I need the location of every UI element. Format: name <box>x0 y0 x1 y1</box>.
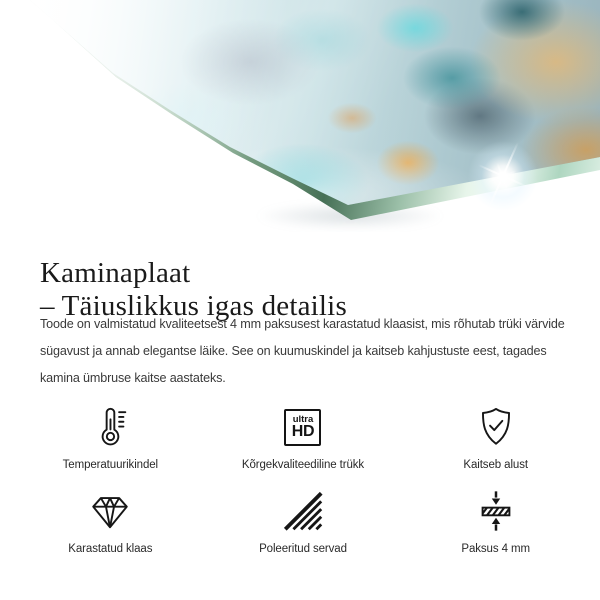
description-line: kamina ümbruse kaitse aastateks. <box>40 371 226 385</box>
feature-temperature-resistant <box>14 403 207 471</box>
description-line: Toode on valmistatud kvaliteetsest 4 mm paksusest karastatud klaasist, mis rõhutab trüki värvide <box>40 317 565 331</box>
polished-edges-icon <box>279 487 327 535</box>
diamond-icon <box>86 487 134 535</box>
page-title-line1: Kaminaplaat <box>40 257 191 290</box>
feature-label: Paksus 4 mm <box>461 543 530 555</box>
feature-tempered-glass <box>14 487 207 555</box>
page-title-line2: – Täiuslikkus igas detailis <box>40 290 347 323</box>
ultra-hd-icon <box>279 403 327 451</box>
feature-grid <box>14 403 592 555</box>
feature-ultra-hd-print <box>207 403 400 471</box>
feature-protects-base <box>399 403 592 471</box>
description-line: sügavust ja annab elegantse läike. See on kuumuskindel ja kaitseb kahjustuste eest, tagades <box>40 344 547 358</box>
feature-label: Poleeritud servad <box>259 543 347 555</box>
feature-label: Temperatuurikindel <box>62 459 159 471</box>
uhd-badge-top: ultra <box>292 413 314 425</box>
feature-polished-edges <box>207 487 400 555</box>
uhd-badge-bottom: HD <box>291 423 315 441</box>
product-description <box>40 311 565 392</box>
feature-label: Kõrgekvaliteediline trükk <box>241 459 365 471</box>
feature-thickness-4mm <box>399 487 592 555</box>
feature-label: Kaitseb alust <box>463 459 528 471</box>
product-image <box>0 0 600 232</box>
thermometer-icon <box>86 403 134 451</box>
shield-check-icon <box>472 403 520 451</box>
thickness-arrows-icon <box>472 487 520 535</box>
feature-label: Karastatud klaas <box>68 543 153 555</box>
